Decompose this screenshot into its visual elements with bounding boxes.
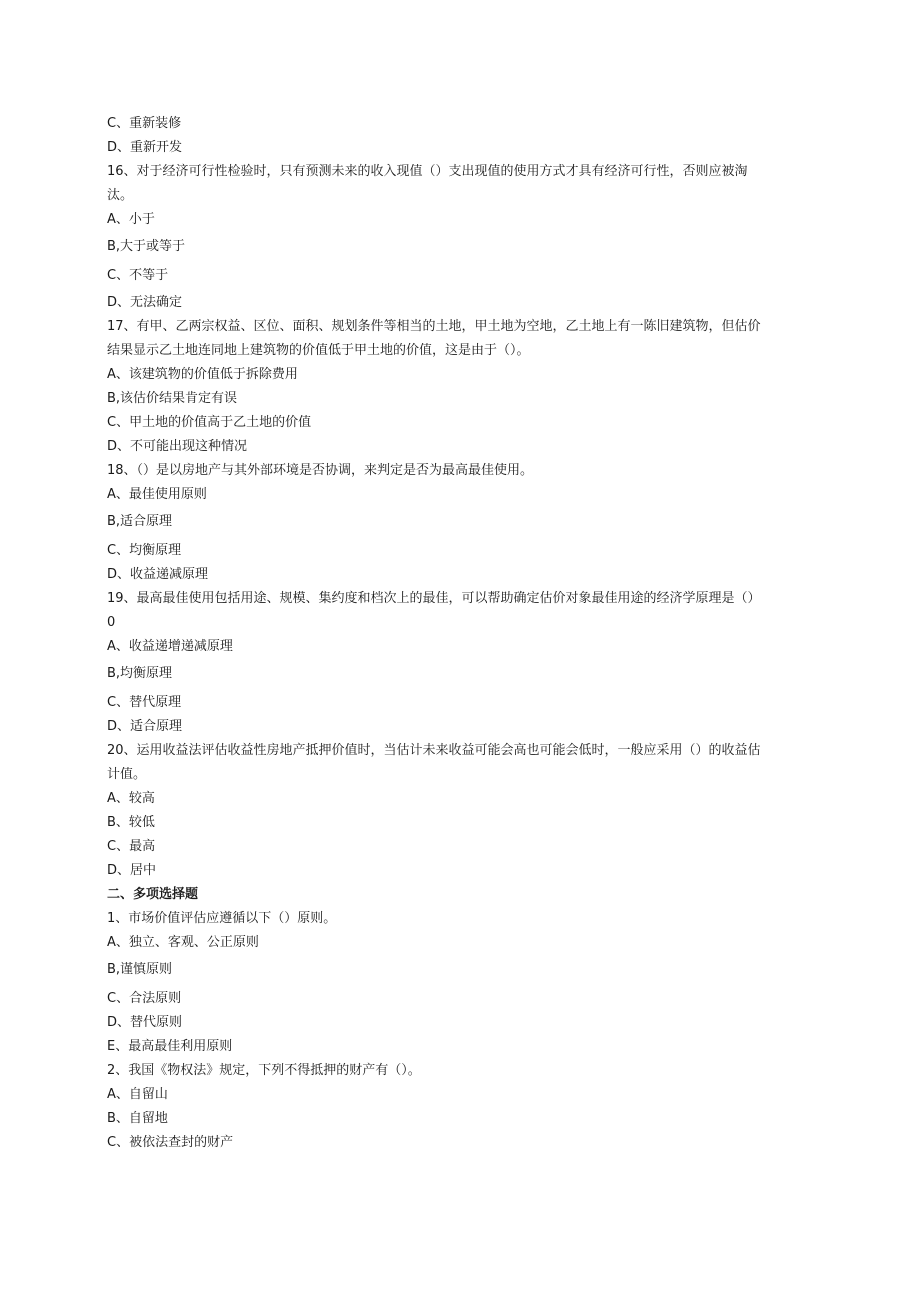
option-16c-prev: C、重新装修 bbox=[107, 116, 182, 131]
question-19-cont: 0 bbox=[107, 615, 116, 630]
question-17-cont: 结果显示乙土地连同地上建筑物的价值低于甲土地的价值，这是由于（）。 bbox=[107, 343, 530, 358]
option-18b: B,适合原理 bbox=[107, 514, 173, 529]
option-19d: D、适合原理 bbox=[107, 719, 183, 734]
option-20d: D、居中 bbox=[107, 863, 157, 878]
question-m1: 1、市场价值评估应遵循以下（）原则。 bbox=[107, 911, 337, 926]
question-20-cont: 计值。 bbox=[107, 767, 147, 782]
option-m1c: C、合法原则 bbox=[107, 991, 182, 1006]
option-18c: C、均衡原理 bbox=[107, 543, 182, 558]
option-16c: C、不等于 bbox=[107, 268, 169, 283]
option-19c: C、替代原理 bbox=[107, 695, 182, 710]
option-16b: B,大于或等于 bbox=[107, 239, 186, 254]
option-17d: D、不可能出现这种情况 bbox=[107, 439, 248, 454]
option-20c: C、最高 bbox=[107, 839, 156, 854]
option-m2b: B、自留地 bbox=[107, 1111, 168, 1126]
option-19a: A、收益递增递减原理 bbox=[107, 639, 233, 654]
option-18d: D、收益递减原理 bbox=[107, 567, 209, 582]
option-17a: A、该建筑物的价值低于拆除费用 bbox=[107, 367, 298, 382]
section-heading-multiple-choice: 二、多项选择题 bbox=[107, 887, 199, 902]
question-19: 19、最高最佳使用包括用途、规模、集约度和档次上的最佳，可以帮助确定估价对象最佳用途的经济学原理是（） bbox=[107, 591, 761, 606]
question-20: 20、运用收益法评估收益性房地产抵押价值时，当估计未来收益可能会高也可能会低时，一般应采用（）的收益估 bbox=[107, 743, 761, 758]
option-20a: A、较高 bbox=[107, 791, 155, 806]
question-17: 17、有甲、乙两宗权益、区位、面积、规划条件等相当的土地，甲土地为空地，乙土地上有一陈旧建筑物，但估价 bbox=[107, 319, 761, 334]
option-m2a: A、自留山 bbox=[107, 1087, 168, 1102]
option-m2c: C、被依法查封的财产 bbox=[107, 1135, 234, 1150]
option-16a: A、小于 bbox=[107, 212, 155, 227]
option-20b: B、较低 bbox=[107, 815, 155, 830]
question-16-cont: 汰。 bbox=[107, 188, 134, 203]
question-18: 18、（）是以房地产与其外部环境是否协调，来判定是否为最高最佳使用。 bbox=[107, 463, 534, 478]
question-16: 16、对于经济可行性检验时，只有预测未来的收入现值（）支出现值的使用方式才具有经济可行性，否则应被淘 bbox=[107, 164, 748, 179]
option-15d: D、重新开发 bbox=[107, 140, 183, 155]
option-17b: B,该估价结果肯定有误 bbox=[107, 391, 238, 406]
option-m1b: B,谨慎原则 bbox=[107, 962, 173, 977]
option-m1a: A、独立、客观、公正原则 bbox=[107, 935, 259, 950]
option-18a: A、最佳使用原则 bbox=[107, 487, 207, 502]
document-page bbox=[107, 112, 812, 1155]
option-m1e: E、最高最佳利用原则 bbox=[107, 1039, 233, 1054]
option-m1d: D、替代原则 bbox=[107, 1015, 183, 1030]
question-m2: 2、我国《物权法》规定，下列不得抵押的财产有（）。 bbox=[107, 1063, 421, 1078]
option-16d: D、无法确定 bbox=[107, 295, 183, 310]
option-17c: C、甲土地的价值高于乙土地的价值 bbox=[107, 415, 312, 430]
option-19b: B,均衡原理 bbox=[107, 666, 173, 681]
